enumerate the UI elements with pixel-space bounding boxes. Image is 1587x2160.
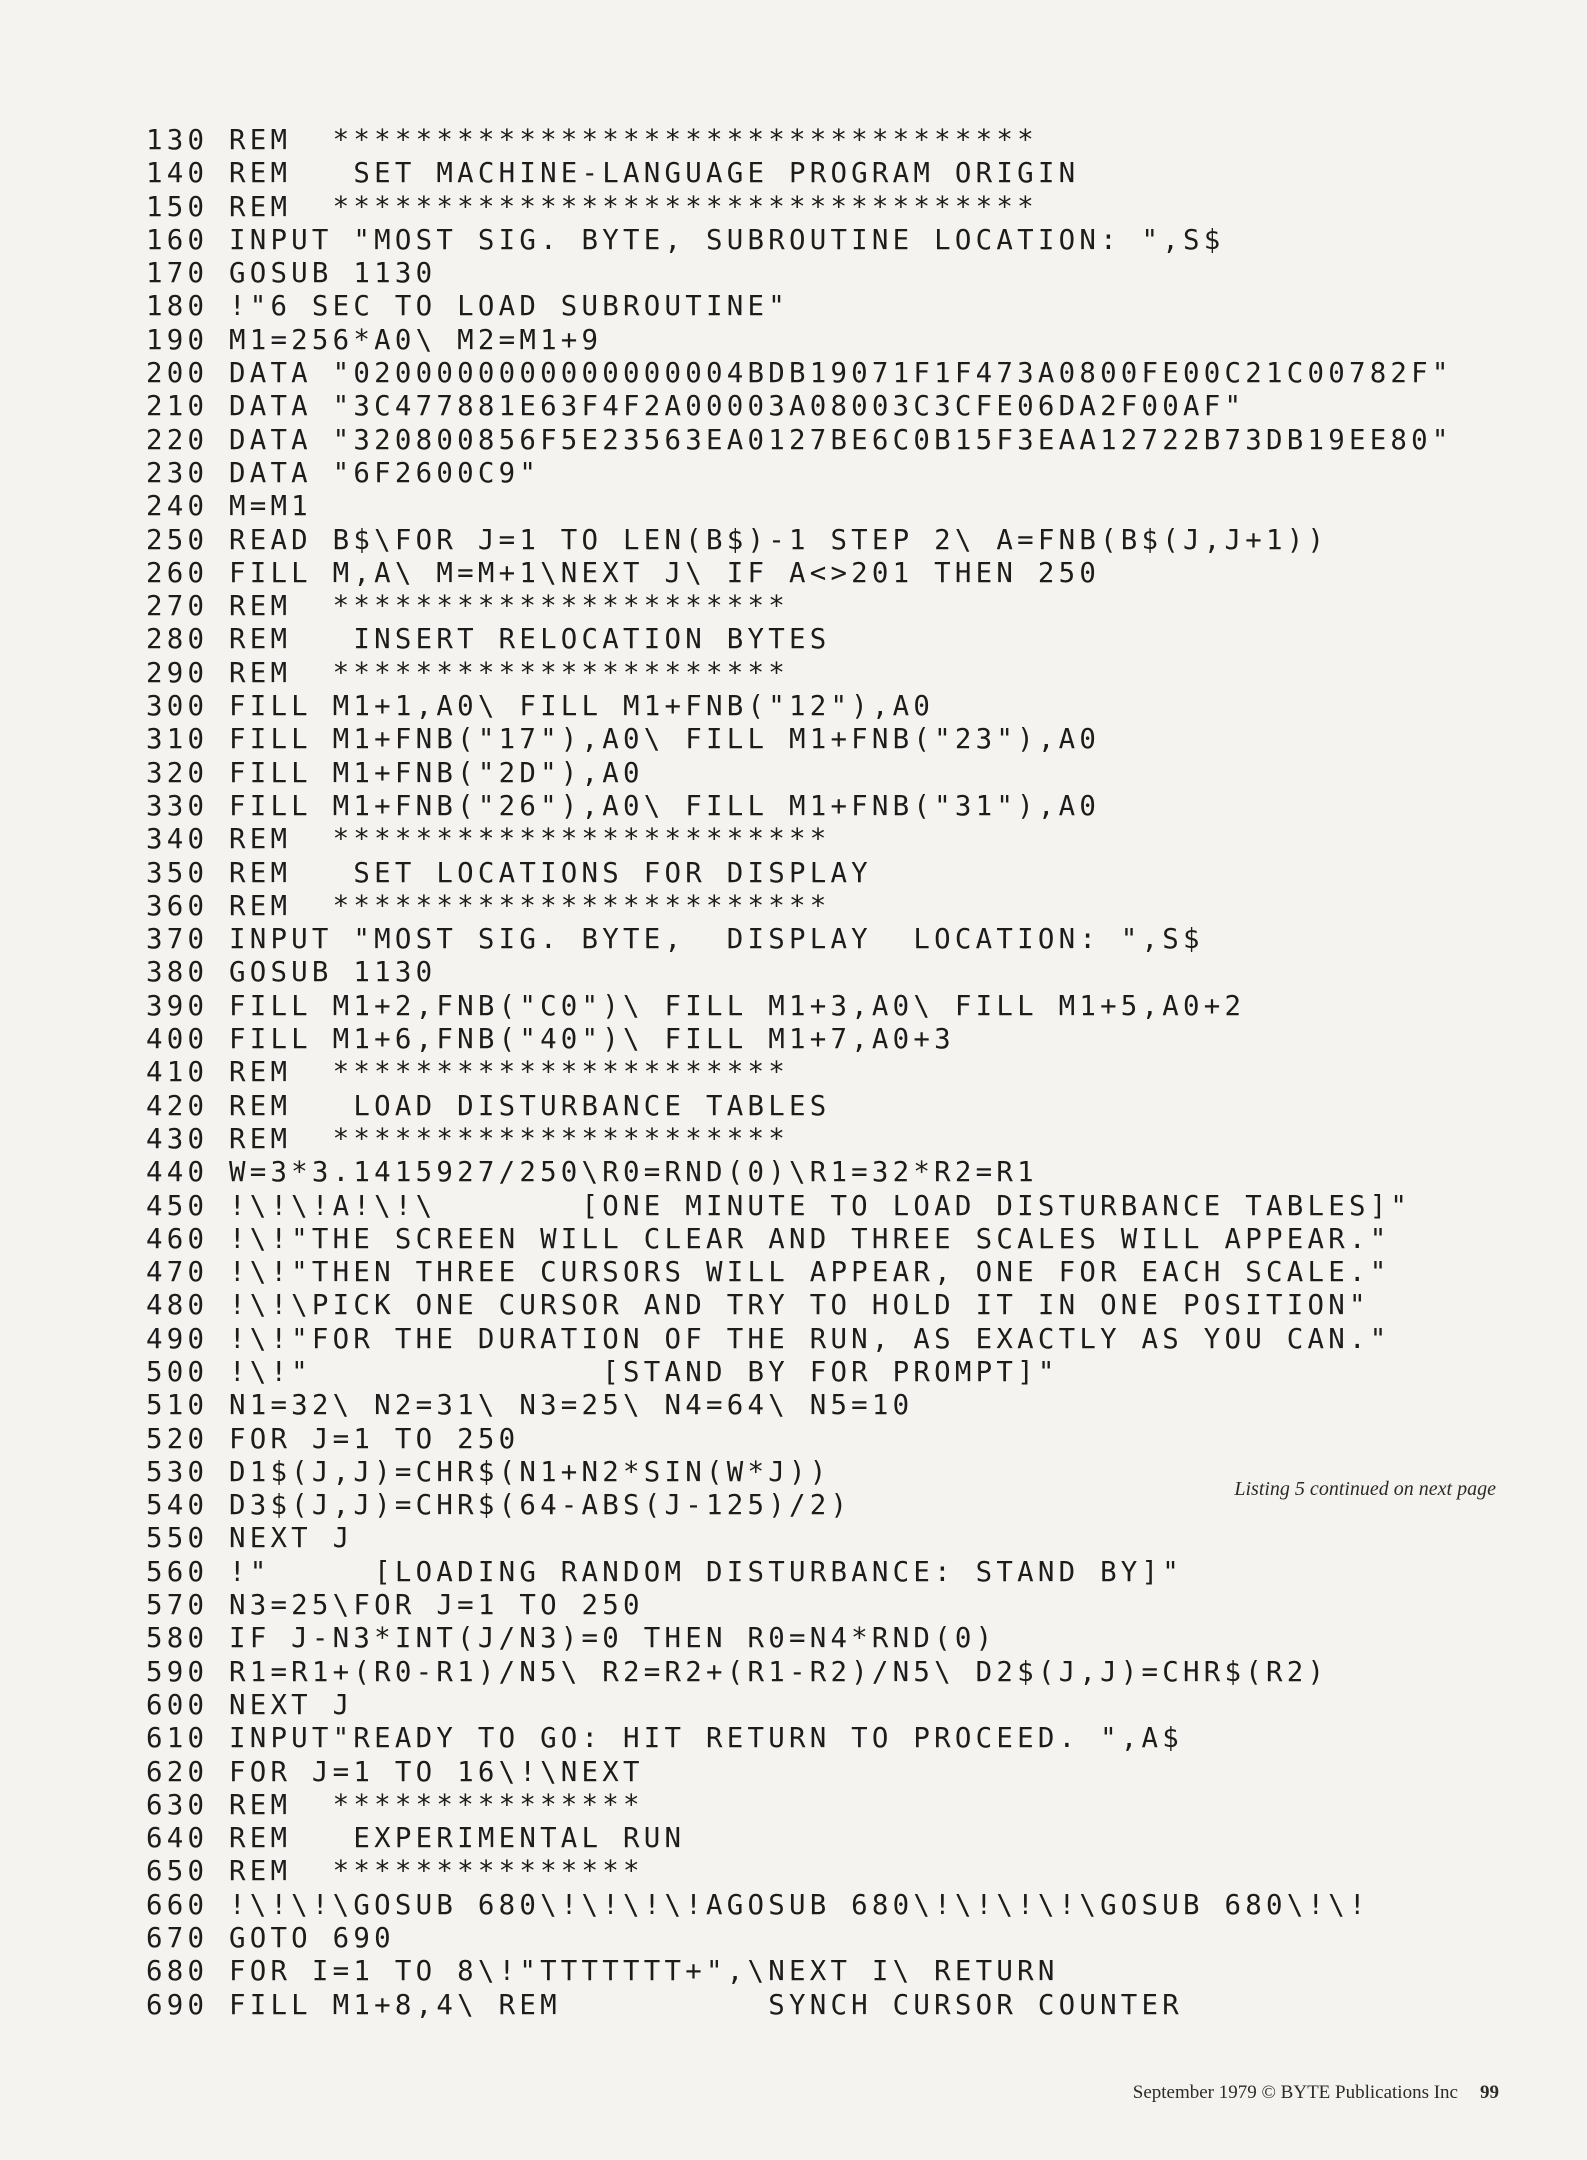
code-line: 450 !\!\!A!\!\ [ONE MINUTE TO LOAD DISTURBANCE TABLES]" (146, 1190, 1412, 1222)
code-line: 510 N1=32\ N2=31\ N3=25\ N4=64\ N5=10 (146, 1390, 914, 1422)
code-line: 560 !" [LOADING RANDOM DISTURBANCE: STAND BY]" (146, 1556, 1184, 1588)
code-line: 170 GOSUB 1130 (146, 258, 437, 290)
continued-note: Listing 5 continued on next page (1234, 1478, 1496, 1500)
code-line: 650 REM *************** (146, 1856, 644, 1888)
code-line: 320 FILL M1+FNB("2D"),A0 (146, 757, 644, 789)
code-line: 430 REM ********************** (146, 1123, 789, 1155)
code-line: 540 D3$(J,J)=CHR$(64-ABS(J-125)/2) (146, 1490, 852, 1522)
code-line: 470 !\!"THEN THREE CURSORS WILL APPEAR, ONE FOR EACH SCALE." (146, 1257, 1391, 1289)
code-line: 410 REM ********************** (146, 1057, 789, 1089)
code-line: 260 FILL M,A\ M=M+1\NEXT J\ IF A<>201 THEN 250 (146, 557, 1101, 589)
code-line: 310 FILL M1+FNB("17"),A0\ FILL M1+FNB("23"),A0 (146, 724, 1101, 756)
code-line: 480 !\!\PICK ONE CURSOR AND TRY TO HOLD IT IN ONE POSITION" (146, 1290, 1370, 1322)
code-line: 400 FILL M1+6,FNB("40")\ FILL M1+7,A0+3 (146, 1024, 955, 1056)
code-line: 380 GOSUB 1130 (146, 957, 437, 989)
code-line: 300 FILL M1+1,A0\ FILL M1+FNB("12"),A0 (146, 691, 935, 723)
code-line: 440 W=3*3.1415927/250\R0=RND(0)\R1=32*R2=R1 (146, 1157, 1038, 1189)
code-line: 200 DATA "0200000000000000004BDB19071F1F473A0800FE00C21C00782F" (146, 358, 1453, 390)
code-line: 520 FOR J=1 TO 250 (146, 1423, 520, 1455)
code-line: 600 NEXT J (146, 1689, 354, 1721)
page-number: 99 (1480, 2082, 1499, 2103)
code-line: 390 FILL M1+2,FNB("C0")\ FILL M1+3,A0\ FILL M1+5,A0+2 (146, 990, 1246, 1022)
code-line: 360 REM ************************ (146, 890, 831, 922)
code-line: 680 FOR I=1 TO 8\!"TTTTTTT+",\NEXT I\ RETURN (146, 1956, 1059, 1988)
code-line: 160 INPUT "MOST SIG. BYTE, SUBROUTINE LOCATION: ",S$ (146, 224, 1225, 256)
code-line: 350 REM SET LOCATIONS FOR DISPLAY (146, 857, 872, 889)
page-footer (1133, 2082, 1499, 2104)
code-line: 140 REM SET MACHINE-LANGUAGE PROGRAM ORIGIN (146, 158, 1080, 190)
code-line: 150 REM ********************************** (146, 191, 1038, 223)
code-line: 330 FILL M1+FNB("26"),A0\ FILL M1+FNB("31"),A0 (146, 790, 1101, 822)
code-line: 640 REM EXPERIMENTAL RUN (146, 1823, 686, 1855)
code-line: 580 IF J-N3*INT(J/N3)=0 THEN R0=N4*RND(0) (146, 1623, 997, 1655)
code-line: 280 REM INSERT RELOCATION BYTES (146, 624, 831, 656)
code-line: 420 REM LOAD DISTURBANCE TABLES (146, 1090, 831, 1122)
code-line: 690 FILL M1+8,4\ REM SYNCH CURSOR COUNTER (146, 1989, 1184, 2021)
code-line: 270 REM ********************** (146, 591, 789, 623)
code-line: 190 M1=256*A0\ M2=M1+9 (146, 324, 603, 356)
code-line: 570 N3=25\FOR J=1 TO 250 (146, 1590, 644, 1622)
code-line: 240 M=M1 (146, 491, 312, 523)
code-line: 370 INPUT "MOST SIG. BYTE, DISPLAY LOCATION: ",S$ (146, 924, 1204, 956)
code-line: 180 !"6 SEC TO LOAD SUBROUTINE" (146, 291, 789, 323)
code-line: 460 !\!"THE SCREEN WILL CLEAR AND THREE SCALES WILL APPEAR." (146, 1223, 1391, 1255)
code-line: 590 R1=R1+(R0-R1)/N5\ R2=R2+(R1-R2)/N5\ D2$(J,J)=CHR$(R2) (146, 1656, 1329, 1688)
code-line: 530 D1$(J,J)=CHR$(N1+N2*SIN(W*J)) (146, 1456, 831, 1488)
code-line: 230 DATA "6F2600C9" (146, 457, 541, 489)
code-line: 210 DATA "3C477881E63F4F2A00003A08003C3CFE06DA2F00AF" (146, 391, 1246, 423)
program-listing (146, 124, 1453, 2022)
code-line: 290 REM ********************** (146, 657, 789, 689)
code-line: 630 REM *************** (146, 1789, 644, 1821)
code-line: 550 NEXT J (146, 1523, 354, 1555)
code-line: 250 READ B$\FOR J=1 TO LEN(B$)-1 STEP 2\ A=FNB(B$(J,J+1)) (146, 524, 1329, 556)
code-line: 660 !\!\!\GOSUB 680\!\!\!\!AGOSUB 680\!\!\!\!\GOSUB 680\!\! (146, 1889, 1370, 1921)
code-line: 130 REM ********************************** (146, 125, 1038, 156)
code-line: 500 !\!" [STAND BY FOR PROMPT]" (146, 1356, 1059, 1388)
footer-publication: September 1979 © BYTE Publications Inc (1132, 2082, 1458, 2103)
code-line: 490 !\!"FOR THE DURATION OF THE RUN, AS EXACTLY AS YOU CAN." (146, 1323, 1391, 1355)
code-line: 620 FOR J=1 TO 16\!\NEXT (146, 1756, 644, 1788)
code-line: 220 DATA "320800856F5E23563EA0127BE6C0B15F3EAA12722B73DB19EE80" (146, 424, 1453, 456)
code-line: 340 REM ************************ (146, 824, 831, 856)
code-line: 670 GOTO 690 (146, 1923, 395, 1955)
code-line: 610 INPUT"READY TO GO: HIT RETURN TO PROCEED. ",A$ (146, 1723, 1184, 1755)
